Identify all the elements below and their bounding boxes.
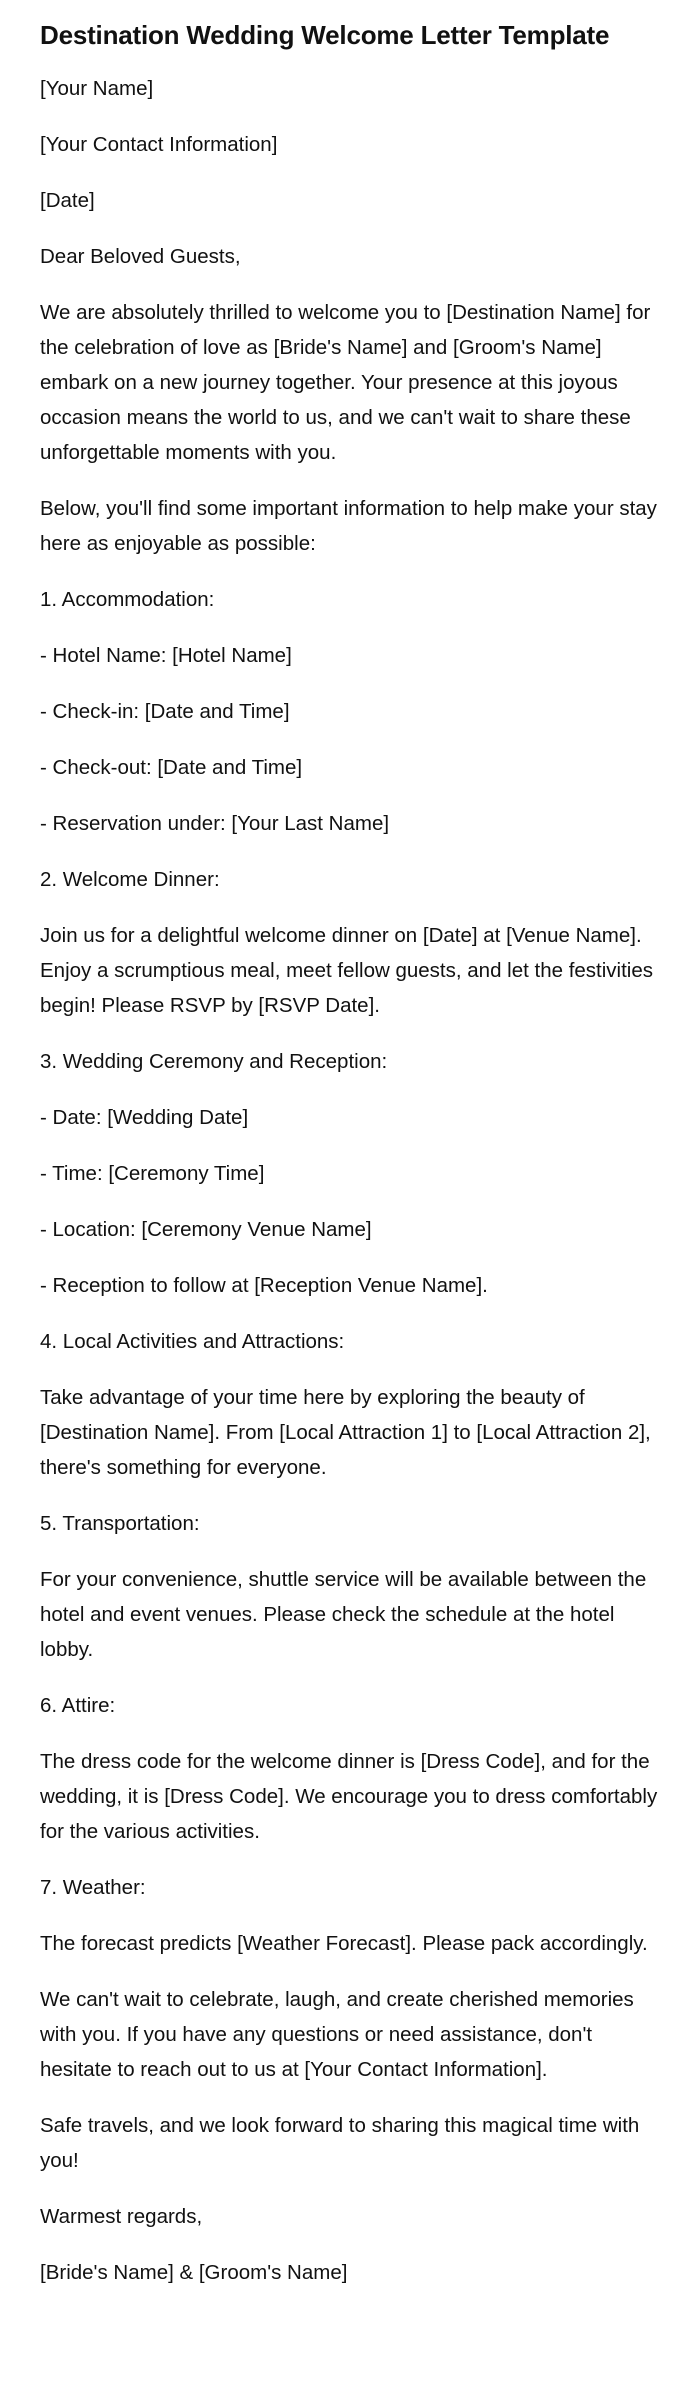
welcome-dinner-paragraph: Join us for a delightful welcome dinner on [Date] at [Venue Name]. Enjoy a scrumptious meal, meet fellow guests, and let the festivities begin! Please RSVP by [RSVP Date]. [40, 924, 654, 1018]
transportation-paragraph: For your convenience, shuttle service will be available between the hotel and event venues. Please check the schedule at the hotel lobby. [40, 1568, 647, 1662]
list-item-hotel-name: - Hotel Name: [Hotel Name] [40, 644, 292, 668]
intro-paragraph: We are absolutely thrilled to welcome you to [Destination Name] for the celebration of love as [Bride's Name] and [Groom's Name] embark on a new journey together. Your presence at this joyous occasion means the world to us, and we can't wait to share these unforgettable moments with you. [40, 301, 651, 465]
weather-paragraph: The forecast predicts [Weather Forecast]. Please pack accordingly. [40, 1932, 648, 1956]
list-item-check-out: - Check-out: [Date and Time] [40, 756, 303, 780]
sender-name: [Your Name] [40, 77, 154, 101]
activities-paragraph: Take advantage of your time here by exploring the beauty of [Destination Name]. From [Local Attraction 1] to [Local Attraction 2], there's something for everyone. [40, 1386, 651, 1480]
signature-names: [Bride's Name] & [Groom's Name] [40, 2261, 348, 2285]
salutation: Dear Beloved Guests, [40, 245, 241, 269]
section-heading-welcome-dinner: 2. Welcome Dinner: [40, 868, 220, 892]
info-intro-paragraph: Below, you'll find some important information to help make your stay here as enjoyable as possible: [40, 497, 657, 556]
section-heading-attire: 6. Attire: [40, 1694, 116, 1718]
list-item-reservation: - Reservation under: [Your Last Name] [40, 812, 390, 836]
list-item-wedding-date: - Date: [Wedding Date] [40, 1106, 249, 1130]
attire-paragraph: The dress code for the welcome dinner is [Dress Code], and for the wedding, it is [Dress Code]. We encourage you to dress comfortably for the various activities. [40, 1750, 658, 1844]
section-heading-activities: 4. Local Activities and Attractions: [40, 1330, 345, 1354]
section-heading-weather: 7. Weather: [40, 1876, 146, 1900]
closing-paragraph: We can't wait to celebrate, laugh, and create cherished memories with you. If you have any questions or need assistance, don't hesitate to reach out to us at [Your Contact Information]. [40, 1988, 634, 2082]
section-heading-transportation: 5. Transportation: [40, 1512, 200, 1536]
farewell-paragraph: Safe travels, and we look forward to sharing this magical time with you! [40, 2114, 640, 2173]
list-item-ceremony-location: - Location: [Ceremony Venue Name] [40, 1218, 372, 1242]
list-item-check-in: - Check-in: [Date and Time] [40, 700, 290, 724]
section-heading-ceremony: 3. Wedding Ceremony and Reception: [40, 1050, 388, 1074]
section-heading-accommodation: 1. Accommodation: [40, 588, 215, 612]
list-item-reception: - Reception to follow at [Reception Venue Name]. [40, 1274, 488, 1298]
list-item-ceremony-time: - Time: [Ceremony Time] [40, 1162, 265, 1186]
document-title: Destination Wedding Welcome Letter Template [40, 20, 610, 50]
letter-date: [Date] [40, 189, 95, 213]
sign-off: Warmest regards, [40, 2205, 203, 2229]
sender-contact: [Your Contact Information] [40, 133, 278, 157]
